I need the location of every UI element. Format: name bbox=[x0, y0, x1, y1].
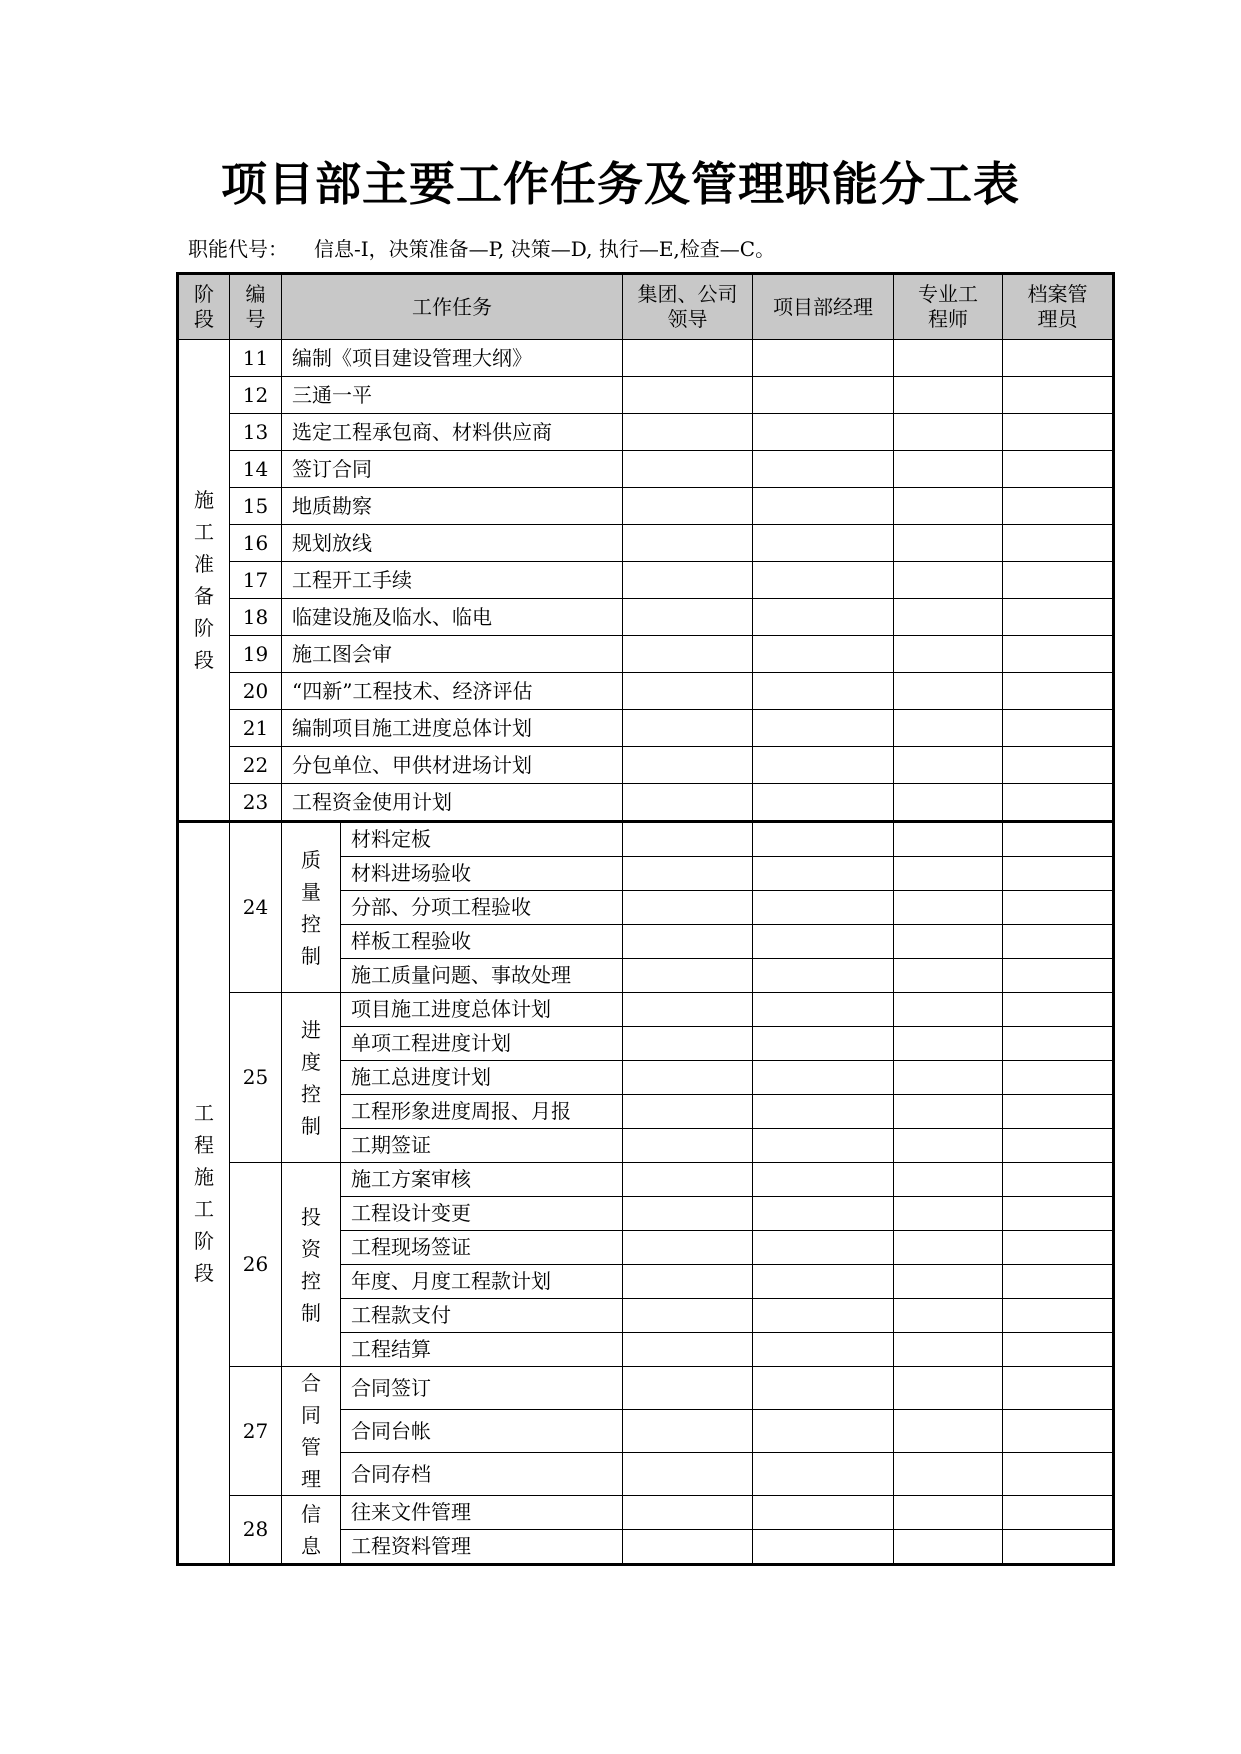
task-text: 工程开工手续 bbox=[282, 562, 623, 599]
group-number: 26 bbox=[230, 1163, 282, 1367]
group-leader-cell bbox=[623, 959, 753, 993]
row-number: 14 bbox=[230, 451, 282, 488]
archivist-cell bbox=[1003, 1197, 1114, 1231]
group-leader-cell bbox=[623, 784, 753, 822]
group-number: 25 bbox=[230, 993, 282, 1163]
row-number: 11 bbox=[230, 340, 282, 377]
group-leader-cell bbox=[623, 857, 753, 891]
group-leader-cell bbox=[623, 1265, 753, 1299]
project-manager-cell bbox=[753, 1299, 894, 1333]
engineer-cell bbox=[894, 959, 1003, 993]
group-leader-cell bbox=[623, 1453, 753, 1496]
archivist-cell bbox=[1003, 377, 1114, 414]
table-body bbox=[178, 340, 1114, 1565]
table-row bbox=[178, 377, 1114, 414]
engineer-cell bbox=[894, 1095, 1003, 1129]
task-text: 项目施工进度总体计划 bbox=[341, 993, 623, 1027]
engineer-cell bbox=[894, 1453, 1003, 1496]
engineer-cell bbox=[894, 414, 1003, 451]
archivist-cell bbox=[1003, 1129, 1114, 1163]
engineer-cell bbox=[894, 993, 1003, 1027]
project-manager-cell bbox=[753, 562, 894, 599]
group-leader-cell bbox=[623, 1410, 753, 1453]
task-text: 合同签订 bbox=[341, 1367, 623, 1410]
archivist-cell bbox=[1003, 525, 1114, 562]
document-title: 项目部主要工作任务及管理职能分工表 bbox=[221, 157, 1020, 211]
task-text: 往来文件管理 bbox=[341, 1496, 623, 1530]
archivist-cell bbox=[1003, 673, 1114, 710]
engineer-cell bbox=[894, 1231, 1003, 1265]
task-text: 材料进场验收 bbox=[341, 857, 623, 891]
table-row bbox=[178, 747, 1114, 784]
engineer-cell bbox=[894, 1496, 1003, 1530]
engineer-cell bbox=[894, 340, 1003, 377]
archivist-cell bbox=[1003, 1163, 1114, 1197]
project-manager-cell bbox=[753, 1496, 894, 1530]
row-number: 16 bbox=[230, 525, 282, 562]
group-number: 24 bbox=[230, 822, 282, 993]
archivist-cell bbox=[1003, 891, 1114, 925]
project-manager-cell bbox=[753, 1453, 894, 1496]
category-label: 投 资 控 制 bbox=[282, 1163, 341, 1367]
group-leader-cell bbox=[623, 710, 753, 747]
table-row bbox=[178, 562, 1114, 599]
task-text: 工程现场签证 bbox=[341, 1231, 623, 1265]
task-text: 分部、分项工程验收 bbox=[341, 891, 623, 925]
header-group-leader: 集团、公司 领导 bbox=[623, 274, 753, 340]
project-manager-cell bbox=[753, 1333, 894, 1367]
project-manager-cell bbox=[753, 710, 894, 747]
table-row bbox=[178, 636, 1114, 673]
project-manager-cell bbox=[753, 599, 894, 636]
header-number: 编 号 bbox=[230, 274, 282, 340]
table-row bbox=[178, 673, 1114, 710]
project-manager-cell bbox=[753, 1027, 894, 1061]
project-manager-cell bbox=[753, 1530, 894, 1565]
header-stage: 阶 段 bbox=[178, 274, 230, 340]
archivist-cell bbox=[1003, 1367, 1114, 1410]
row-number: 20 bbox=[230, 673, 282, 710]
table-row bbox=[178, 1163, 1114, 1197]
task-text: “四新”工程技术、经济评估 bbox=[282, 673, 623, 710]
responsibility-table bbox=[176, 272, 1115, 1566]
header-row bbox=[178, 274, 1114, 340]
task-text: 地质勘察 bbox=[282, 488, 623, 525]
project-manager-cell bbox=[753, 1197, 894, 1231]
engineer-cell bbox=[894, 673, 1003, 710]
table-row bbox=[178, 710, 1114, 747]
stage-label-prep: 施 工 准 备 阶 段 bbox=[178, 340, 230, 822]
project-manager-cell bbox=[753, 1163, 894, 1197]
row-number: 13 bbox=[230, 414, 282, 451]
engineer-cell bbox=[894, 1027, 1003, 1061]
task-text: 年度、月度工程款计划 bbox=[341, 1265, 623, 1299]
task-text: 施工质量问题、事故处理 bbox=[341, 959, 623, 993]
row-number: 12 bbox=[230, 377, 282, 414]
archivist-cell bbox=[1003, 1530, 1114, 1565]
group-leader-cell bbox=[623, 451, 753, 488]
engineer-cell bbox=[894, 925, 1003, 959]
category-label: 信 息 bbox=[282, 1496, 341, 1565]
row-number: 19 bbox=[230, 636, 282, 673]
task-text: 编制项目施工进度总体计划 bbox=[282, 710, 623, 747]
project-manager-cell bbox=[753, 1231, 894, 1265]
task-text: 工程形象进度周报、月报 bbox=[341, 1095, 623, 1129]
group-leader-cell bbox=[623, 525, 753, 562]
row-number: 15 bbox=[230, 488, 282, 525]
project-manager-cell bbox=[753, 1367, 894, 1410]
stage-label-construction: 工 程 施 工 阶 段 bbox=[178, 822, 230, 1565]
archivist-cell bbox=[1003, 1496, 1114, 1530]
archivist-cell bbox=[1003, 562, 1114, 599]
engineer-cell bbox=[894, 1061, 1003, 1095]
group-leader-cell bbox=[623, 488, 753, 525]
group-leader-cell bbox=[623, 1496, 753, 1530]
project-manager-cell bbox=[753, 377, 894, 414]
task-text: 材料定板 bbox=[341, 822, 623, 857]
group-leader-cell bbox=[623, 1027, 753, 1061]
group-leader-cell bbox=[623, 822, 753, 857]
category-label: 合 同 管 理 bbox=[282, 1367, 341, 1496]
group-leader-cell bbox=[623, 673, 753, 710]
group-number: 27 bbox=[230, 1367, 282, 1496]
task-text: 工程资料管理 bbox=[341, 1530, 623, 1565]
project-manager-cell bbox=[753, 1265, 894, 1299]
row-number: 22 bbox=[230, 747, 282, 784]
task-text: 工程设计变更 bbox=[341, 1197, 623, 1231]
project-manager-cell bbox=[753, 822, 894, 857]
group-leader-cell bbox=[623, 925, 753, 959]
engineer-cell bbox=[894, 1299, 1003, 1333]
project-manager-cell bbox=[753, 925, 894, 959]
task-text: 工程结算 bbox=[341, 1333, 623, 1367]
table-row bbox=[178, 488, 1114, 525]
group-leader-cell bbox=[623, 1530, 753, 1565]
engineer-cell bbox=[894, 599, 1003, 636]
archivist-cell bbox=[1003, 451, 1114, 488]
engineer-cell bbox=[894, 562, 1003, 599]
table-row bbox=[178, 784, 1114, 822]
archivist-cell bbox=[1003, 1027, 1114, 1061]
archivist-cell bbox=[1003, 414, 1114, 451]
task-text: 分包单位、甲供材进场计划 bbox=[282, 747, 623, 784]
table-row bbox=[178, 340, 1114, 377]
project-manager-cell bbox=[753, 1129, 894, 1163]
task-text: 合同台帐 bbox=[341, 1410, 623, 1453]
project-manager-cell bbox=[753, 451, 894, 488]
table-row bbox=[178, 822, 1114, 857]
archivist-cell bbox=[1003, 925, 1114, 959]
engineer-cell bbox=[894, 636, 1003, 673]
group-leader-cell bbox=[623, 1367, 753, 1410]
project-manager-cell bbox=[753, 636, 894, 673]
header-project-manager: 项目部经理 bbox=[753, 274, 894, 340]
project-manager-cell bbox=[753, 1061, 894, 1095]
table-row bbox=[178, 1496, 1114, 1530]
group-leader-cell bbox=[623, 1061, 753, 1095]
header-archivist: 档案管 理员 bbox=[1003, 274, 1114, 340]
engineer-cell bbox=[894, 377, 1003, 414]
function-codes-line bbox=[188, 233, 775, 262]
task-text: 临建设施及临水、临电 bbox=[282, 599, 623, 636]
group-leader-cell bbox=[623, 340, 753, 377]
row-number: 21 bbox=[230, 710, 282, 747]
group-leader-cell bbox=[623, 562, 753, 599]
group-leader-cell bbox=[623, 891, 753, 925]
task-text: 三通一平 bbox=[282, 377, 623, 414]
task-text: 施工方案审核 bbox=[341, 1163, 623, 1197]
table-row bbox=[178, 599, 1114, 636]
table-row bbox=[178, 525, 1114, 562]
engineer-cell bbox=[894, 488, 1003, 525]
task-text: 编制《项目建设管理大纲》 bbox=[282, 340, 623, 377]
archivist-cell bbox=[1003, 1299, 1114, 1333]
header-task: 工作任务 bbox=[282, 274, 623, 340]
table-row bbox=[178, 414, 1114, 451]
project-manager-cell bbox=[753, 414, 894, 451]
task-text: 规划放线 bbox=[282, 525, 623, 562]
project-manager-cell bbox=[753, 959, 894, 993]
archivist-cell bbox=[1003, 1333, 1114, 1367]
task-text: 单项工程进度计划 bbox=[341, 1027, 623, 1061]
archivist-cell bbox=[1003, 959, 1114, 993]
archivist-cell bbox=[1003, 488, 1114, 525]
project-manager-cell bbox=[753, 891, 894, 925]
group-leader-cell bbox=[623, 1231, 753, 1265]
group-leader-cell bbox=[623, 599, 753, 636]
engineer-cell bbox=[894, 525, 1003, 562]
engineer-cell bbox=[894, 1367, 1003, 1410]
engineer-cell bbox=[894, 1265, 1003, 1299]
task-text: 工期签证 bbox=[341, 1129, 623, 1163]
task-text: 工程资金使用计划 bbox=[282, 784, 623, 822]
group-leader-cell bbox=[623, 377, 753, 414]
group-number: 28 bbox=[230, 1496, 282, 1565]
archivist-cell bbox=[1003, 340, 1114, 377]
engineer-cell bbox=[894, 1197, 1003, 1231]
engineer-cell bbox=[894, 1163, 1003, 1197]
archivist-cell bbox=[1003, 636, 1114, 673]
archivist-cell bbox=[1003, 1410, 1114, 1453]
engineer-cell bbox=[894, 747, 1003, 784]
engineer-cell bbox=[894, 822, 1003, 857]
task-text: 施工图会审 bbox=[282, 636, 623, 673]
table-row bbox=[178, 451, 1114, 488]
engineer-cell bbox=[894, 710, 1003, 747]
project-manager-cell bbox=[753, 1410, 894, 1453]
group-leader-cell bbox=[623, 1163, 753, 1197]
group-leader-cell bbox=[623, 414, 753, 451]
archivist-cell bbox=[1003, 784, 1114, 822]
header-engineer: 专业工 程师 bbox=[894, 274, 1003, 340]
table-row bbox=[178, 1367, 1114, 1410]
row-number: 17 bbox=[230, 562, 282, 599]
row-number: 18 bbox=[230, 599, 282, 636]
archivist-cell bbox=[1003, 710, 1114, 747]
group-leader-cell bbox=[623, 1095, 753, 1129]
archivist-cell bbox=[1003, 857, 1114, 891]
task-text: 施工总进度计划 bbox=[341, 1061, 623, 1095]
project-manager-cell bbox=[753, 673, 894, 710]
archivist-cell bbox=[1003, 1231, 1114, 1265]
engineer-cell bbox=[894, 857, 1003, 891]
group-leader-cell bbox=[623, 993, 753, 1027]
archivist-cell bbox=[1003, 1061, 1114, 1095]
project-manager-cell bbox=[753, 993, 894, 1027]
group-leader-cell bbox=[623, 1299, 753, 1333]
project-manager-cell bbox=[753, 488, 894, 525]
group-leader-cell bbox=[623, 636, 753, 673]
engineer-cell bbox=[894, 1530, 1003, 1565]
row-number: 23 bbox=[230, 784, 282, 822]
group-leader-cell bbox=[623, 1129, 753, 1163]
project-manager-cell bbox=[753, 747, 894, 784]
table-row bbox=[178, 993, 1114, 1027]
archivist-cell bbox=[1003, 1453, 1114, 1496]
engineer-cell bbox=[894, 891, 1003, 925]
group-leader-cell bbox=[623, 1333, 753, 1367]
task-text: 选定工程承包商、材料供应商 bbox=[282, 414, 623, 451]
task-text: 工程款支付 bbox=[341, 1299, 623, 1333]
group-leader-cell bbox=[623, 1197, 753, 1231]
task-text: 合同存档 bbox=[341, 1453, 623, 1496]
archivist-cell bbox=[1003, 993, 1114, 1027]
project-manager-cell bbox=[753, 1095, 894, 1129]
function-codes-label: 职能代号： bbox=[188, 237, 288, 261]
task-text: 样板工程验收 bbox=[341, 925, 623, 959]
engineer-cell bbox=[894, 1333, 1003, 1367]
archivist-cell bbox=[1003, 1265, 1114, 1299]
group-leader-cell bbox=[623, 747, 753, 784]
project-manager-cell bbox=[753, 857, 894, 891]
engineer-cell bbox=[894, 451, 1003, 488]
function-codes-text: 信息-I，决策准备—P, 决策—D, 执行—E,检查—C。 bbox=[314, 237, 776, 261]
archivist-cell bbox=[1003, 599, 1114, 636]
project-manager-cell bbox=[753, 340, 894, 377]
category-label: 质 量 控 制 bbox=[282, 822, 341, 993]
engineer-cell bbox=[894, 784, 1003, 822]
archivist-cell bbox=[1003, 1095, 1114, 1129]
archivist-cell bbox=[1003, 822, 1114, 857]
engineer-cell bbox=[894, 1129, 1003, 1163]
archivist-cell bbox=[1003, 747, 1114, 784]
project-manager-cell bbox=[753, 525, 894, 562]
project-manager-cell bbox=[753, 784, 894, 822]
task-text: 签订合同 bbox=[282, 451, 623, 488]
category-label: 进 度 控 制 bbox=[282, 993, 341, 1163]
engineer-cell bbox=[894, 1410, 1003, 1453]
